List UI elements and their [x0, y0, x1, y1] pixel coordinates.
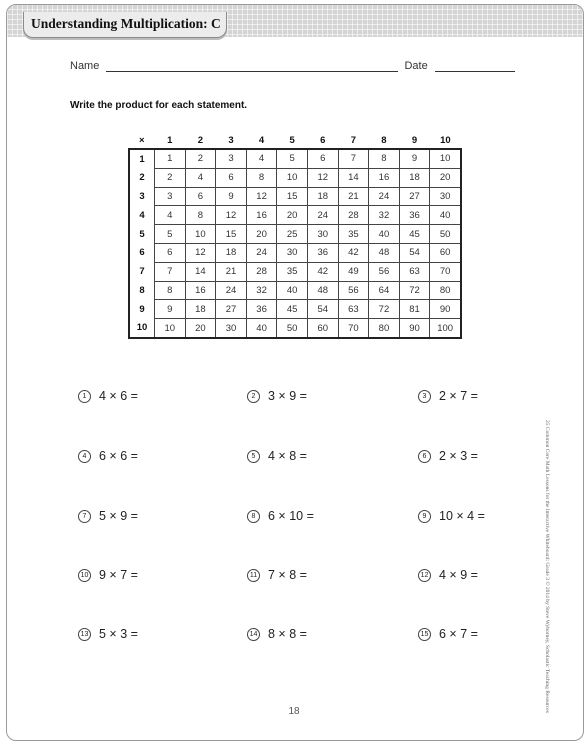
- table-cell: 3: [216, 149, 247, 168]
- table-cell: 60: [430, 243, 461, 262]
- row-header: 1: [139, 153, 145, 165]
- table-cell: 64: [369, 281, 400, 300]
- problem-expression: 6 × 7 =: [439, 627, 478, 641]
- problem-item: [78, 627, 138, 641]
- copyright-credit: 25 Common Core Math Lessons for the Interactive Whiteboard: Grade 3 © 2014 by Steve Wyborney, Scholastic Teaching Resources: [544, 420, 550, 713]
- table-cell: 8: [246, 168, 277, 187]
- table-cell: 4: [185, 168, 216, 187]
- problem-number: 6: [418, 450, 431, 463]
- table-cell: 4: [246, 149, 277, 168]
- problem-expression: 4 × 9 =: [439, 568, 478, 582]
- table-cell: 48: [307, 281, 338, 300]
- table-cell: 30: [307, 225, 338, 244]
- table-row: [129, 300, 461, 319]
- problem-expression: 2 × 3 =: [439, 449, 478, 463]
- problem-expression: 4 × 6 =: [99, 389, 138, 403]
- table-cell: 8: [369, 149, 400, 168]
- problem-number: 4: [78, 450, 91, 463]
- table-cell: 100: [430, 319, 461, 338]
- table-cell: 28: [246, 262, 277, 281]
- problem-number: 1: [78, 390, 91, 403]
- table-cell: 5: [155, 225, 186, 244]
- row-header: 3: [139, 190, 145, 202]
- table-cell: 16: [246, 206, 277, 225]
- table-row: [129, 262, 461, 281]
- column-header: 5: [289, 135, 295, 146]
- column-header: 1: [167, 135, 173, 146]
- problem-expression: 8 × 8 =: [268, 627, 307, 641]
- table-cell: 10: [155, 319, 186, 338]
- table-cell: 48: [369, 243, 400, 262]
- multiplication-grid: [128, 133, 462, 339]
- problem-number: 7: [78, 510, 91, 523]
- problem-number: 5: [247, 450, 260, 463]
- problem-item: [78, 389, 138, 403]
- table-cell: 50: [430, 225, 461, 244]
- problem-expression: 5 × 9 =: [99, 509, 138, 523]
- table-cell: 24: [246, 243, 277, 262]
- problem-item: [78, 449, 138, 463]
- table-cell: 1: [155, 149, 186, 168]
- table-cell: 12: [216, 206, 247, 225]
- name-label: Name: [70, 60, 100, 72]
- table-cell: 36: [246, 300, 277, 319]
- table-cell: 14: [338, 168, 369, 187]
- problem-number: 15: [418, 628, 431, 641]
- table-cell: 10: [277, 168, 308, 187]
- table-cell: 72: [369, 300, 400, 319]
- table-cell: 36: [399, 206, 430, 225]
- problem-item: [418, 568, 478, 582]
- column-header: 7: [350, 135, 356, 146]
- table-cell: 18: [399, 168, 430, 187]
- table-cell: 40: [369, 225, 400, 244]
- problem-item: [247, 568, 307, 582]
- row-header: 2: [139, 172, 145, 184]
- table-cell: 16: [369, 168, 400, 187]
- table-cell: 63: [338, 300, 369, 319]
- table-cell: 45: [399, 225, 430, 244]
- table-cell: 40: [246, 319, 277, 338]
- table-cell: 18: [216, 243, 247, 262]
- table-cell: 20: [185, 319, 216, 338]
- table-cell: 25: [277, 225, 308, 244]
- table-corner-symbol: ×: [138, 135, 145, 146]
- table-cell: 45: [277, 300, 308, 319]
- page-title: Understanding Multiplication: C: [31, 16, 221, 31]
- problem-item: [247, 509, 314, 523]
- table-cell: 27: [399, 187, 430, 206]
- table-cell: 24: [216, 281, 247, 300]
- table-cell: 6: [155, 243, 186, 262]
- table-cell: 5: [277, 149, 308, 168]
- table-cell: 6: [216, 168, 247, 187]
- problem-item: [247, 627, 307, 641]
- problem-item: [78, 509, 138, 523]
- instruction-text: Write the product for each statement.: [70, 100, 248, 111]
- table-cell: 30: [277, 243, 308, 262]
- problem-item: [418, 627, 478, 641]
- row-header: 10: [136, 322, 148, 334]
- table-row: [129, 243, 461, 262]
- problem-number: 12: [418, 569, 431, 582]
- table-cell: 60: [307, 319, 338, 338]
- problem-number: 13: [78, 628, 91, 641]
- table-cell: 56: [369, 262, 400, 281]
- table-cell: 30: [430, 187, 461, 206]
- table-cell: 21: [338, 187, 369, 206]
- table-cell: 42: [307, 262, 338, 281]
- problem-item: [418, 449, 478, 463]
- table-cell: 10: [185, 225, 216, 244]
- table-cell: 7: [338, 149, 369, 168]
- table-cell: 12: [307, 168, 338, 187]
- problem-item: [247, 449, 307, 463]
- problem-expression: 10 × 4 =: [439, 509, 485, 523]
- column-header: 8: [381, 135, 387, 146]
- table-row: [129, 206, 461, 225]
- table-cell: 12: [185, 243, 216, 262]
- problem-expression: 6 × 6 =: [99, 449, 138, 463]
- table-cell: 35: [338, 225, 369, 244]
- table-cell: 9: [155, 300, 186, 319]
- table-row: [129, 319, 461, 338]
- table-cell: 70: [338, 319, 369, 338]
- table-cell: 70: [430, 262, 461, 281]
- table-cell: 35: [277, 262, 308, 281]
- row-header: 5: [139, 228, 145, 240]
- problem-number: 3: [418, 390, 431, 403]
- table-cell: 54: [399, 243, 430, 262]
- column-header: 2: [197, 135, 204, 146]
- problem-number: 9: [418, 510, 431, 523]
- problem-expression: 9 × 7 =: [99, 568, 138, 582]
- table-cell: 6: [307, 149, 338, 168]
- table-cell: 3: [155, 187, 186, 206]
- table-cell: 72: [399, 281, 430, 300]
- problem-item: [78, 568, 138, 582]
- multiplication-table: [128, 133, 462, 339]
- table-cell: 30: [216, 319, 247, 338]
- table-cell: 32: [369, 206, 400, 225]
- problem-expression: 7 × 8 =: [268, 568, 307, 582]
- table-cell: 40: [277, 281, 308, 300]
- table-row: [129, 225, 461, 244]
- table-cell: 20: [246, 225, 277, 244]
- table-cell: 4: [155, 206, 186, 225]
- table-cell: 56: [338, 281, 369, 300]
- problem-number: 11: [247, 569, 260, 582]
- problem-expression: 3 × 9 =: [268, 389, 307, 403]
- problem-expression: 5 × 3 =: [99, 627, 138, 641]
- table-cell: 24: [369, 187, 400, 206]
- table-cell: 15: [277, 187, 308, 206]
- table-cell: 15: [216, 225, 247, 244]
- table-cell: 81: [399, 300, 430, 319]
- table-cell: 50: [277, 319, 308, 338]
- table-cell: 80: [430, 281, 461, 300]
- table-cell: 54: [307, 300, 338, 319]
- problem-expression: 6 × 10 =: [268, 509, 314, 523]
- table-cell: 36: [307, 243, 338, 262]
- row-header: 6: [139, 247, 145, 259]
- table-cell: 9: [216, 187, 247, 206]
- row-header: 8: [139, 284, 145, 296]
- table-cell: 2: [185, 149, 216, 168]
- table-row: [129, 149, 461, 168]
- table-cell: 63: [399, 262, 430, 281]
- problem-number: 8: [247, 510, 260, 523]
- problem-number: 2: [247, 390, 260, 403]
- table-cell: 2: [155, 168, 186, 187]
- table-cell: 24: [307, 206, 338, 225]
- page-number: 18: [288, 706, 300, 717]
- row-header: 9: [139, 303, 145, 315]
- table-cell: 40: [430, 206, 461, 225]
- row-header: 7: [139, 266, 145, 278]
- column-header: 9: [411, 135, 418, 146]
- table-cell: 49: [338, 262, 369, 281]
- table-cell: 28: [338, 206, 369, 225]
- table-cell: 18: [307, 187, 338, 206]
- table-cell: 9: [399, 149, 430, 168]
- problem-item: [418, 389, 478, 403]
- table-cell: 32: [246, 281, 277, 300]
- column-header: 10: [440, 135, 451, 146]
- problem-item: [247, 389, 307, 403]
- problem-item: [418, 509, 485, 523]
- table-cell: 90: [399, 319, 430, 338]
- date-field[interactable]: [435, 61, 515, 72]
- date-label: Date: [404, 60, 428, 72]
- table-cell: 16: [185, 281, 216, 300]
- table-cell: 12: [246, 187, 277, 206]
- table-cell: 6: [185, 187, 216, 206]
- table-cell: 14: [185, 262, 216, 281]
- problem-number: 14: [247, 628, 260, 641]
- column-header: 6: [320, 135, 326, 146]
- table-cell: 20: [277, 206, 308, 225]
- table-cell: 8: [185, 206, 216, 225]
- table-cell: 27: [216, 300, 247, 319]
- table-row: [129, 187, 461, 206]
- column-header: 3: [228, 135, 234, 146]
- name-date-line: [70, 60, 515, 72]
- table-cell: 8: [155, 281, 186, 300]
- table-cell: 20: [430, 168, 461, 187]
- table-row: [129, 281, 461, 300]
- table-cell: 21: [216, 262, 247, 281]
- table-cell: 10: [430, 149, 461, 168]
- problem-expression: 2 × 7 =: [439, 389, 478, 403]
- column-header: 4: [258, 135, 265, 146]
- table-cell: 7: [155, 262, 186, 281]
- name-field[interactable]: [106, 61, 398, 72]
- table-cell: 18: [185, 300, 216, 319]
- table-row: [129, 168, 461, 187]
- row-header: 4: [139, 209, 145, 221]
- table-cell: 80: [369, 319, 400, 338]
- table-cell: 90: [430, 300, 461, 319]
- table-cell: 42: [338, 243, 369, 262]
- problem-expression: 4 × 8 =: [268, 449, 307, 463]
- problem-number: 10: [78, 569, 91, 582]
